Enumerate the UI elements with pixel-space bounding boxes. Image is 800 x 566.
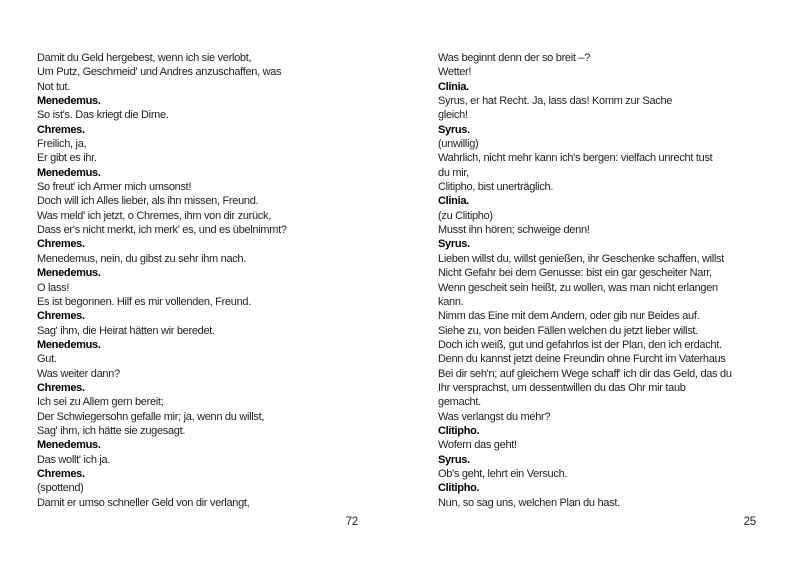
verse-line: Nicht Gefahr bei dem Genusse: bist ein gar gescheiter Narr, xyxy=(438,267,712,280)
verse-line: Damit du Geld hergebest, wenn ich sie verlobt, xyxy=(37,52,252,64)
verse-line: Wenn gescheit sein heißt, zu wollen, was man nicht erlangen xyxy=(438,281,718,294)
book-page-left xyxy=(37,51,359,510)
verse-line: Doch ich weiß, gut und gefahrlos ist der Plan, den ich erdacht. xyxy=(438,338,722,351)
verse-line: Was weiter dann? xyxy=(37,367,120,380)
verse-line: Wofern das geht! xyxy=(438,439,517,452)
verse-line: gleich! xyxy=(438,109,468,122)
speaker-name: Menedemus. xyxy=(37,166,101,179)
verse-line: Musst ihn hören; schweige denn! xyxy=(438,224,590,237)
speaker-name: Chremes. xyxy=(37,310,85,323)
book-page-right xyxy=(438,51,760,510)
speaker-name: Chremes. xyxy=(37,123,85,136)
speaker-name: Menedemus. xyxy=(37,338,101,351)
verse-line: du mir, xyxy=(438,166,469,179)
verse-line: Menedemus, nein, du gibst zu sehr ihm nach. xyxy=(37,252,247,265)
verse-line: Lieben willst du, willst genießen, ihr Geschenke schaffen, willst xyxy=(438,252,725,265)
verse-line: Was meld' ich jetzt, o Chremes, ihm von dir zurück, xyxy=(37,209,271,222)
speaker-name: Menedemus. xyxy=(37,267,101,280)
stage-direction: (unwillig) xyxy=(438,138,479,151)
verse-line: Sag' ihm, ich hätte sie zugesagt. xyxy=(37,424,186,437)
verse-line: Wetter! xyxy=(438,66,472,79)
speaker-name: Clinia. xyxy=(438,195,469,208)
verse-line: kann. xyxy=(438,295,464,308)
stage-direction: (zu Clitipho) xyxy=(438,209,493,222)
verse-line: Ihr versprachst, um dessentwillen du das Ohr mir taub xyxy=(438,381,686,394)
verse-line: Siehe zu, von beiden Fällen welchen du jetzt lieber willst. xyxy=(438,324,698,337)
verse-line: Um Putz, Geschmeid' und Andres anzuschaffen, was xyxy=(37,66,282,79)
verse-line: Ob's geht, lehrt ein Versuch. xyxy=(438,467,568,480)
speaker-name: Clitipho. xyxy=(438,424,480,437)
verse-line: Das wollt' ich ja. xyxy=(37,453,111,466)
speaker-name: Chremes. xyxy=(37,381,85,394)
verse-line: Doch will ich Alles lieber, als ihn missen, Freund. xyxy=(37,195,259,208)
verse-line: Was verlangst du mehr? xyxy=(438,410,551,423)
speaker-name: Syrus. xyxy=(438,238,470,251)
verse-line: So freut' ich Armer mich umsonst! xyxy=(37,181,192,194)
verse-line: Dass er's nicht merkt, ich merk' es, und es übelnimmt? xyxy=(37,224,287,237)
verse-line: Clitipho, bist unerträglich. xyxy=(438,181,554,194)
verse-line: Er gibt es ihr. xyxy=(37,152,97,165)
speaker-name: Clitipho. xyxy=(438,482,480,495)
page-number-left: 72 xyxy=(345,516,358,528)
verse-line: Nimm das Eine mit dem Andern, oder gib nur Beides auf. xyxy=(438,310,700,323)
verse-line: gemacht. xyxy=(438,396,481,409)
verse-line: Gut. xyxy=(37,353,57,366)
verse-line: Damit er umso schneller Geld von dir verlangt, xyxy=(37,496,250,509)
verse-line: Nun, so sag uns, welchen Plan du hast. xyxy=(438,496,620,509)
page-number-right: 25 xyxy=(743,516,756,528)
speaker-name: Chremes. xyxy=(37,467,85,480)
speaker-name: Menedemus. xyxy=(37,95,101,108)
verse-line: Wahrlich, nicht mehr kann ich's bergen: vielfach unrecht tust xyxy=(438,152,713,165)
verse-line: Was beginnt denn der so breit –? xyxy=(438,52,591,64)
speaker-name: Clinia. xyxy=(438,80,469,93)
speaker-name: Syrus. xyxy=(438,123,470,136)
verse-line: Ich sei zu Allem gern bereit; xyxy=(37,396,164,409)
verse-line: Syrus, er hat Recht. Ja, lass das! Komm zur Sache xyxy=(438,95,673,108)
verse-line: So ist's. Das kriegt die Dirne. xyxy=(37,109,169,122)
verse-line: Freilich, ja, xyxy=(37,138,87,151)
verse-line: Es ist begonnen. Hilf es mir vollenden, Freund. xyxy=(37,295,251,308)
verse-line: Sag' ihm, die Heirat hätten wir beredet. xyxy=(37,324,215,337)
verse-line: Der Schwiegersohn gefalle mir; ja, wenn du willst, xyxy=(37,410,265,423)
speaker-name: Chremes. xyxy=(37,238,85,251)
stage-direction: (spottend) xyxy=(37,482,84,495)
verse-line: Bei dir seh'n; auf gleichem Wege schaff' ich dir das Geld, das du xyxy=(438,367,732,380)
verse-line: Not tut. xyxy=(37,80,71,93)
speaker-name: Syrus. xyxy=(438,453,470,466)
verse-line: Denn du kannst jetzt deine Freundin ohne Furcht im Vaterhaus xyxy=(438,353,726,366)
verse-line: O lass! xyxy=(37,281,70,294)
speaker-name: Menedemus. xyxy=(37,439,101,452)
